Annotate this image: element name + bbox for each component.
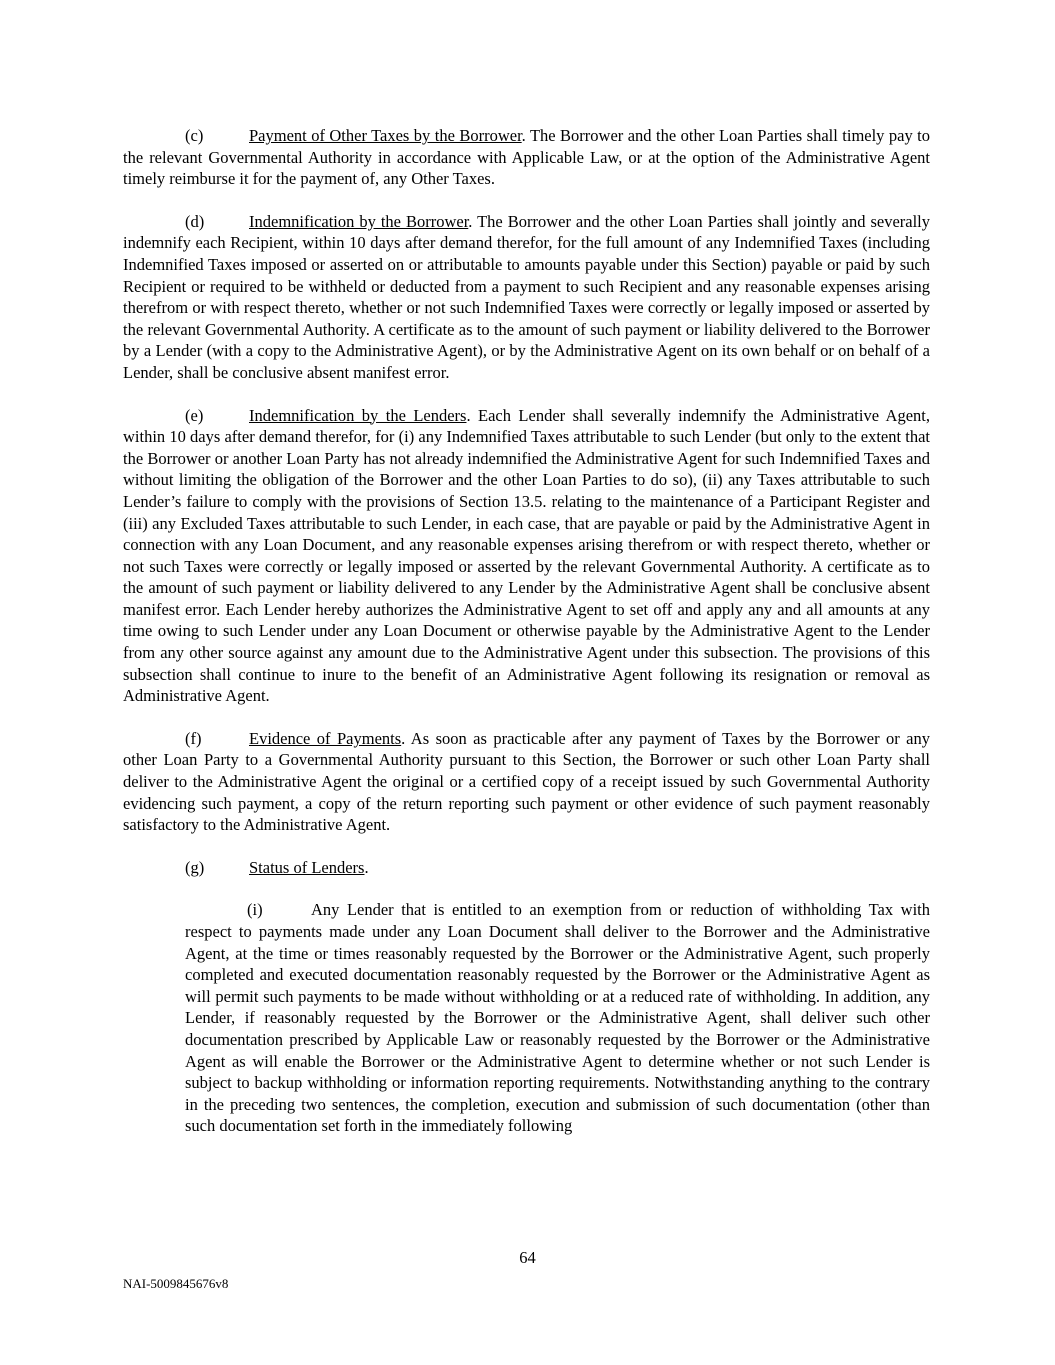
- paragraph-g: [123, 857, 930, 879]
- paragraph-c-body: . The Borrower and the other Loan Parties shall timely pay to the relevant Governmental Authority in accordance with Applicable Law, or at the option of the Administrative Agent timely reimburse it for the payment of, any Other Taxes.: [123, 126, 930, 189]
- paragraph-g-i-body: Any Lender that is entitled to an exemption from or reduction of withholding Tax with respect to payments made under any Loan Document shall deliver to the Borrower and the Administrative Agent, at the time or times reasonably requested by the Borrower or the Administrative Agent, such properly completed and executed documentation reasonably requested by the Borrower or the Administrative Agent as will permit such payments to be made without withholding or at a reduced rate of withholding. In addition, any Lender, if reasonably requested by the Borrower or the Administrative Agent, shall deliver such other documentation prescribed by Applicable Law or reasonably requested by the Borrower or the Administrative Agent as will enable the Borrower or the Administrative Agent to determine whether or not such Lender is subject to backup withholding or information reporting requirements. Notwithstanding anything to the contrary in the preceding two sentences, the completion, execution and submission of such documentation (other than such documentation set forth in the immediately following: [185, 900, 930, 1136]
- paragraph-e-heading: Indemnification by the Lenders: [249, 405, 467, 425]
- paragraph-e: [123, 405, 930, 707]
- page-number: 64: [519, 1248, 536, 1267]
- paragraph-c-heading: Payment of Other Taxes by the Borrower: [249, 126, 522, 145]
- paragraph-f-body: . As soon as practicable after any payment of Taxes by the Borrower or any other Loan Party to a Governmental Authority pursuant to this Section, the Borrower or such other Loan Party shall deliver to the Administrative Agent the original or a certified copy of a receipt issued by such Governmental Authority evidencing such payment, a copy of the return reporting such payment or other evidence of such payment reasonably satisfactory to the Administrative Agent.: [123, 728, 930, 835]
- document-id-footer: NAI-5009845676v8: [123, 1276, 229, 1291]
- paragraph-f-label: (f): [185, 728, 202, 748]
- document-body: [123, 125, 930, 1137]
- paragraph-c: [123, 125, 930, 190]
- paragraph-f-heading: Evidence of Payments: [249, 728, 402, 748]
- paragraph-d: [123, 211, 930, 384]
- paragraph-g-heading: Status of Lenders: [249, 857, 365, 877]
- paragraph-d-body: . The Borrower and the other Loan Parties shall jointly and severally indemnify each Recipient, within 10 days after demand therefor, for the full amount of any Indemnified Taxes (including Indemnified Taxes imposed or asserted on or attributable to amounts payable under this Section) payable or paid by such Recipient or required to be withheld or deducted from a payment to such Recipient and any reasonable expenses arising therefrom or with respect thereto, whether or not such Indemnified Taxes were correctly or legally imposed or asserted by the relevant Governmental Authority. A certificate as to the amount of such payment or liability delivered to the Borrower by a Lender (with a copy to the Administrative Agent), or by the Administrative Agent on its own behalf or on behalf of a Lender, shall be conclusive absent manifest error.: [123, 211, 931, 382]
- paragraph-d-label: (d): [185, 211, 205, 231]
- paragraph-e-label: (e): [185, 405, 204, 425]
- paragraph-g-label: (g): [185, 857, 205, 877]
- paragraph-g-i: [185, 899, 930, 1137]
- paragraph-g-body: .: [364, 857, 369, 877]
- paragraph-e-body: . Each Lender shall severally indemnify the Administrative Agent, within 10 days after demand therefor, for (i) any Indemnified Taxes attributable to such Lender (but only to the extent that the Borrower or another Loan Party has not already indemnified the Administrative Agent for such Indemnified Taxes and without limiting the obligation of the Borrower and the other Loan Parties to do so), (ii) any Taxes attributable to such Lender’s failure to comply with the provisions of Section 13.5. relating to the maintenance of a Participant Register and (iii) any Excluded Taxes attributable to such Lender, in each case, that are payable or paid by the Administrative Agent in connection with any Loan Document, and any reasonable expenses arising therefrom or with respect thereto, whether or not such Taxes were correctly or legally imposed or asserted by the relevant Governmental Authority. A certificate as to the amount of such payment or liability delivered to any Lender by the Administrative Agent shall be conclusive absent manifest error. Each Lender hereby authorizes the Administrative Agent to set off and apply any and all amounts at any time owing to such Lender under any Loan Document or otherwise payable by the Administrative Agent to the Lender from any other source against any amount due to the Administrative Agent under this subsection. The provisions of this subsection shall continue to inure to the benefit of an Administrative Agent following its resignation or removal as Administrative Agent.: [123, 405, 930, 706]
- paragraph-f: [123, 728, 930, 836]
- paragraph-g-i-label: (i): [247, 900, 263, 920]
- paragraph-d-heading: Indemnification by the Borrower: [249, 211, 469, 231]
- paragraph-c-label: (c): [185, 126, 204, 145]
